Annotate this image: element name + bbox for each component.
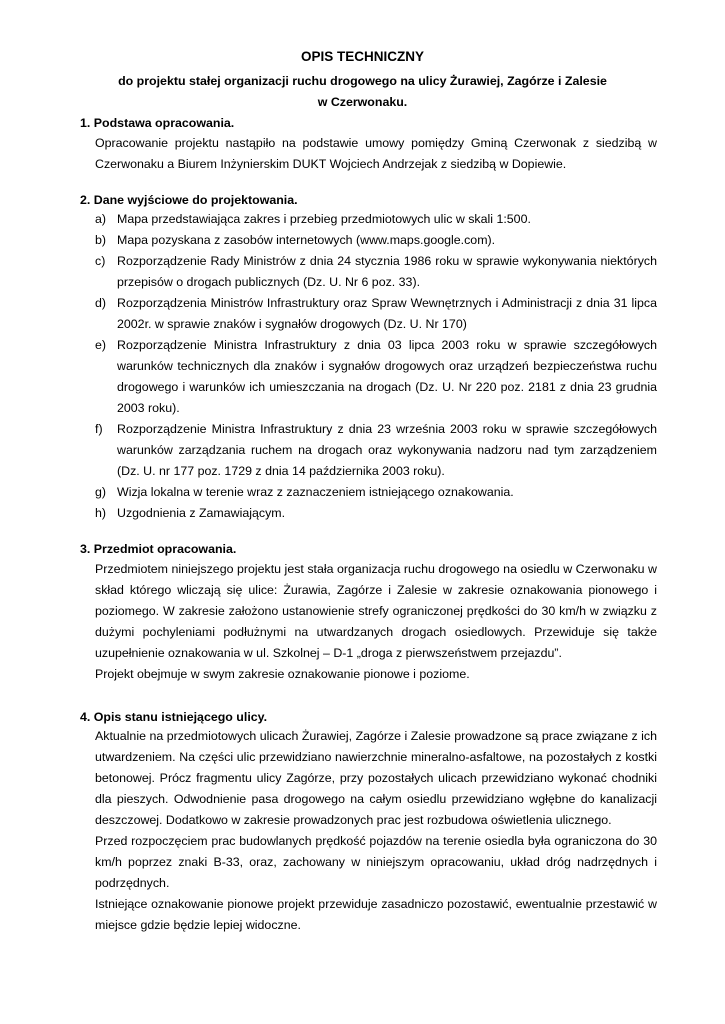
section4-heading: 4. Opis stanu istniejącego ulicy.	[80, 710, 268, 724]
list-item-text: Wizja lokalna w terenie wraz z zaznaczeniem istniejącego oznakowania.	[117, 485, 514, 499]
list-item	[95, 209, 657, 230]
section4-paragraph-2: Przed rozpoczęciem prac budowlanych prędkość pojazdów na terenie osiedla była ograniczona do 30 km/h poprzez znaki B-33, oraz, zachowany w niniejszym opracowaniu, układ dróg nadrzędnych i podrzędnych.	[95, 834, 657, 890]
list-item	[95, 503, 657, 524]
list-marker: g)	[95, 485, 107, 499]
list-item-text: Rozporządzenie Ministra Infrastruktury z dnia 23 września 2003 roku w sprawie szczegółowych warunków zarządzania ruchem na drogach oraz wykonywania nadzoru nad tym zarządzeniem (Dz. U. nr 177 poz. 1729 z dnia 14 października 2003 roku).	[117, 422, 657, 478]
list-item-text: Rozporządzenie Ministra Infrastruktury z dnia 03 lipca 2003 roku w sprawie szczegółowych warunków technicznych dla znaków i sygnałów drogowych oraz urządzeń bezpieczeństwa ruchu drogowego i warunków ich umieszczania na drogach (Dz. U. Nr 220 poz. 2181 z dnia 23 grudnia 2003 roku).	[117, 338, 657, 415]
list-marker: a)	[95, 212, 107, 226]
list-marker: h)	[95, 506, 107, 520]
section3-heading: 3. Przedmiot opracowania.	[80, 542, 237, 556]
list-item-text: Mapa pozyskana z zasobów internetowych (www.maps.google.com).	[117, 233, 496, 247]
document-subtitle-line2: w Czerwonaku.	[317, 95, 408, 109]
section1-heading: 1. Podstawa opracowania.	[80, 116, 235, 130]
list-item-text: Uzgodnienia z Zamawiającym.	[117, 506, 286, 520]
source-data-list	[95, 209, 657, 524]
list-item	[95, 293, 657, 335]
list-item	[95, 335, 657, 419]
section1-paragraph: Opracowanie projektu nastąpiło na podstawie umowy pomiędzy Gminą Czerwonak z siedzibą w Czerwonaku a Biurem Inżynierskim DUKT Wojciech Andrzejak z siedzibą w Dopiewie.	[95, 136, 657, 171]
list-item-text: Rozporządzenia Ministrów Infrastruktury oraz Spraw Wewnętrznych i Administracji z dnia 31 lipca 2002r. w sprawie znaków i sygnałów drogowych (Dz. U. Nr 170)	[117, 296, 657, 331]
list-marker: c)	[95, 254, 106, 268]
section4-text	[95, 726, 657, 936]
section4-paragraph-1: Aktualnie na przedmiotowych ulicach Żurawiej, Zagórze i Zalesie prowadzone są prace związane z ich utwardzeniem. Na części ulic przewidziano nawierzchnie mineralno-asfaltowe, na pozostałych z kostki betonowej. Prócz fragmentu ulicy Zagórze, przy pozostałych ulicach przewidziano wykonać chodniki dla pieszych. Odwodnienie pasa drogowego na całym osiedlu przewidziano wgłębne do kanalizacji deszczowej. Dodatkowo w zakresie prowadzonych prac jest rozbudowa oświetlenia ulicznego.	[95, 729, 657, 827]
section3-paragraph-2: Projekt obejmuje w swym zakresie oznakowanie pionowe i poziome.	[95, 667, 470, 681]
list-item	[95, 419, 657, 482]
list-item-text: Rozporządzenie Rady Ministrów z dnia 24 stycznia 1986 roku w sprawie wykonywania niektórych przepisów o drogach publicznych (Dz. U. Nr 6 poz. 33).	[117, 254, 657, 289]
section2-heading: 2. Dane wyjściowe do projektowania.	[80, 193, 298, 207]
list-item	[95, 251, 657, 293]
list-marker: b)	[95, 233, 107, 247]
list-marker: f)	[95, 422, 103, 436]
section3-paragraph-1: Przedmiotem niniejszego projektu jest stała organizacja ruchu drogowego na osiedlu w Czerwonaku w skład którego wliczają się ulice: Żurawia, Zagórze i Zalesie w zakresie oznakowania pionowego i poziomego. W zakresie założono ustanowienie strefy ograniczonej prędkości do 30 km/h w związku z dużymi pochyleniami podłużnymi na utwardzanych drogach osiedlowych. Przewiduje się także uzupełnienie oznakowania w ul. Szkolnej – D-1 „droga z pierwszeństwem przejazdu”.	[95, 562, 657, 660]
list-marker: d)	[95, 296, 107, 310]
list-item-text: Mapa przedstawiająca zakres i przebieg przedmiotowych ulic w skali 1:500.	[117, 212, 531, 226]
document-subtitle-line1: do projektu stałej organizacji ruchu drogowego na ulicy Żurawiej, Zagórze i Zalesie	[118, 74, 607, 88]
section3-text	[95, 559, 657, 685]
list-item	[95, 482, 657, 503]
list-item	[95, 230, 657, 251]
section4-paragraph-3: Istniejące oznakowanie pionowe projekt przewiduje zasadniczo pozostawić, ewentualnie przestawić w miejsce gdzie będzie lepiej widoczne.	[95, 897, 657, 932]
list-marker: e)	[95, 338, 107, 352]
section1-text	[95, 133, 657, 175]
document-title: OPIS TECHNICZNY	[300, 49, 424, 64]
